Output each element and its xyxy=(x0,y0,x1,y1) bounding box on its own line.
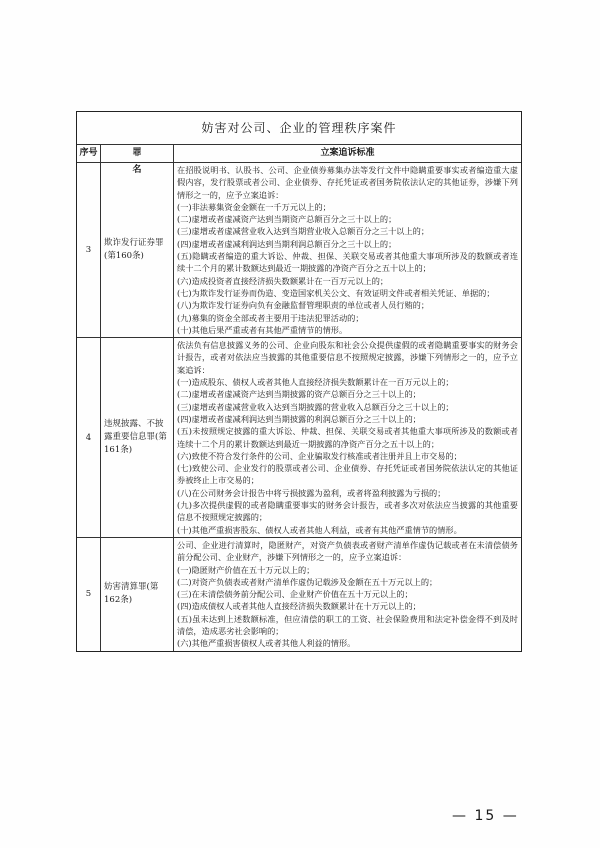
standard-clause: 公司、企业进行清算时，隐匿财产，对资产负债表或者财产清单作虚伪记载或者在未清偿债务前分配公司、企业财产，涉嫌下列情形之一的，应予立案追诉： xyxy=(177,539,518,563)
row-number: 5 xyxy=(77,538,101,651)
row-number: 4 xyxy=(77,338,101,537)
standard-clause: (六)其他严重损害债权人或者其他人利益的情形。 xyxy=(177,638,356,649)
header-standard: 立案追诉标准 xyxy=(320,148,375,158)
prosecution-standard xyxy=(174,338,521,537)
standard-clause: (六)致使不符合发行条件的公司、企业骗取发行核准或者注册并且上市交易的； xyxy=(177,450,462,461)
standard-clause: (三)虚增或者虚减营业收入达到当期营业收入总额百分之三十以上的； xyxy=(177,226,430,237)
standard-clause: (八)为欺诈发行证券向负有金融监督管理职责的单位或者人员行贿的； xyxy=(177,300,430,311)
standard-clause: (一)非法募集资金金额在一千万元以上的； xyxy=(177,201,331,212)
prosecution-standard xyxy=(174,538,521,651)
case-table xyxy=(76,111,522,652)
crime-name: 违规披露、不披露重要信息罪(第161条) xyxy=(101,338,174,537)
standard-clause: (九)募集的资金全部或者主要用于违法犯罪活动的； xyxy=(177,312,364,323)
prosecution-standard xyxy=(174,163,521,337)
table-row xyxy=(77,538,521,651)
standard-clause: (五)未按照规定披露的重大诉讼、仲裁、担保、关联交易或者其他重大事项所涉及的数额或者连续十二个月的累计数额达到最近一期披露的净资产百分之五十以上的； xyxy=(177,426,518,449)
header-no: 序号 xyxy=(77,145,101,162)
row-number: 3 xyxy=(77,163,101,337)
standard-clause: (一)隐匿财产价值在五十万元以上的； xyxy=(177,564,315,575)
standard-clause: 在招股说明书、认股书、公司、企业债券募集办法等发行文件中隐瞒重要事实或者编造重大虚假内容，发行股票或者公司、企业债券、存托凭证或者国务院依法认定的其他证券，涉嫌下列情形之一的，应予立案追诉： xyxy=(177,165,518,200)
standard-clause: (六)造成投资者直接经济损失数额累计在一百万元以上的； xyxy=(177,275,389,286)
standard-clause: (四)虚增或者虚减利润达到当期利润总额百分之三十以上的； xyxy=(177,238,397,249)
crime-name: 欺诈发行证券罪(第160条) xyxy=(101,163,174,337)
standard-clause: (八)在公司财务会计报告中将亏损披露为盈利，或者将盈利披露为亏损的； xyxy=(177,487,446,498)
standard-clause: (三)在未清偿债务前分配公司、企业财产价值在五十万元以上的； xyxy=(177,589,413,600)
standard-clause: (七)致使公司、企业发行的股票或者公司、企业债券、存托凭证或者国务院依法认定的其他证券被终止上市交易的； xyxy=(177,463,518,486)
standard-clause: (九)多次提供虚假的或者隐瞒重要事实的财务会计报告，或者多次对依法应当披露的其他重要信息不按照规定披露的； xyxy=(177,500,518,523)
header-name: 罪 名 xyxy=(101,145,174,162)
standard-clause: (十)其他严重损害股东、债权人或者其他人利益，或者有其他严重情节的情形。 xyxy=(177,524,462,535)
standard-clause: (五)虽未达到上述数额标准，但应清偿的职工的工资、社会保险费用和法定补偿金得不到及时清偿，造成恶劣社会影响的； xyxy=(177,613,518,636)
table-header xyxy=(77,145,521,175)
table-row xyxy=(77,163,521,338)
standard-clause: 依法负有信息披露义务的公司、企业向股东和社会公众提供虚假的或者隐瞒重要事实的财务会计报告，或者对依法应当披露的其他重要信息不按照规定披露，涉嫌下列情形之一的，应予立案追诉： xyxy=(177,340,518,375)
standard-clause: (二)虚增或者虚减资产达到当期资产总额百分之三十以上的； xyxy=(177,214,397,225)
standard-clause: (二)对资产负债表或者财产清单作虚伪记载涉及金额在五十万元以上的； xyxy=(177,576,438,587)
table-title: 妨害对公司、企业的管理秩序案件 xyxy=(77,112,521,145)
standard-clause: (二)虚增或者虚减资产达到当期披露的资产总额百分之三十以上的； xyxy=(177,389,421,400)
page-number: — 15 — xyxy=(452,808,519,824)
standard-clause: (四)虚增或者虚减利润达到当期披露的利润总额百分之三十以上的； xyxy=(177,413,421,424)
standard-clause: (一)造成股东、债权人或者其他人直接经济损失数额累计在一百万元以上的； xyxy=(177,377,454,388)
crime-name: 妨害清算罪(第162条) xyxy=(101,538,174,651)
standard-clause: (三)虚增或者虚减营业收入达到当期披露的营业收入总额百分之三十以上的； xyxy=(177,401,454,412)
standard-clause: (十)其他后果严重或者有其他严重情节的情形。 xyxy=(177,324,348,335)
standard-clause: (五)隐瞒或者编造的重大诉讼、仲裁、担保、关联交易或者其他重大事项所涉及的数额或者连续十二个月的累计数额达到最近一期披露的净资产百分之五十以上的； xyxy=(177,251,518,274)
table-body xyxy=(77,163,521,651)
standard-clause: (七)为欺诈发行证券而伪造、变造国家机关公文、有效证明文件或者相关凭证、单据的； xyxy=(177,287,495,298)
standard-clause: (四)造成债权人或者其他人直接经济损失数额累计在十万元以上的； xyxy=(177,601,421,612)
table-row xyxy=(77,338,521,538)
